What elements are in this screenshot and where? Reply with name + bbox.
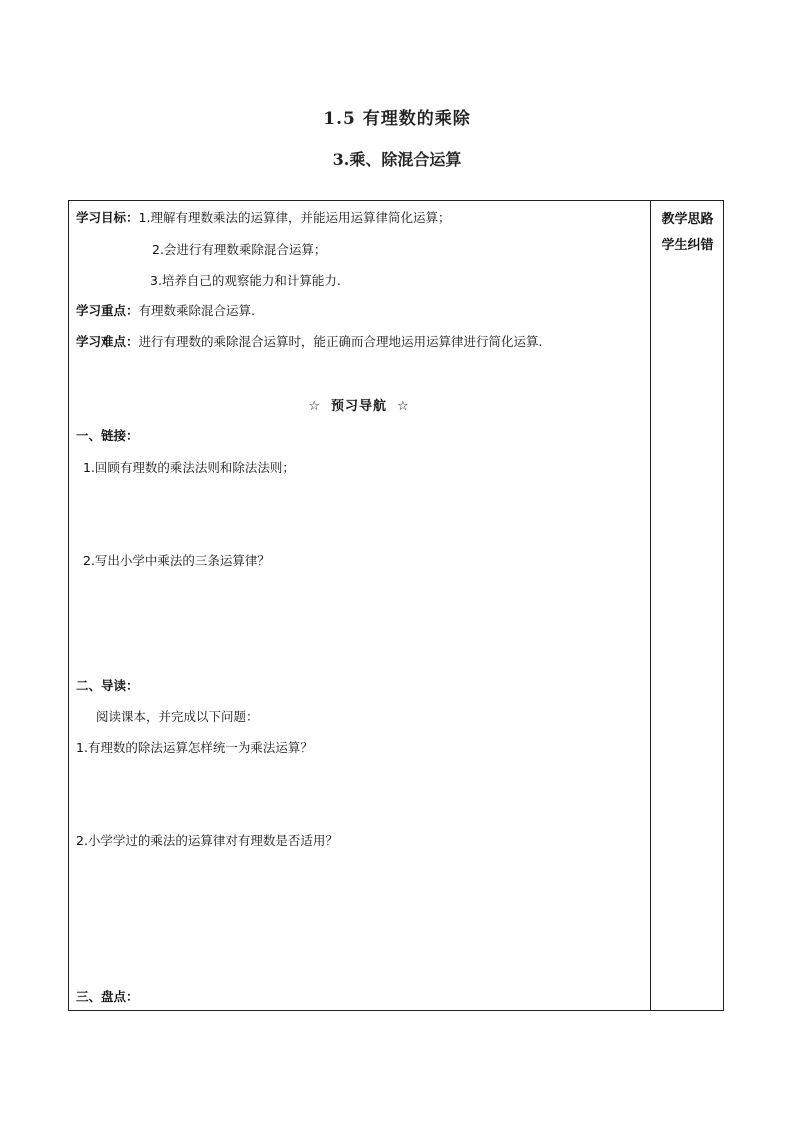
page-title: 1.5 有理数的乘除	[323, 109, 471, 129]
difficulty-text: 进行有理数的乘除混合运算时，能正确而合理地运用运算律进行简化运算.	[138, 334, 543, 349]
star-icon: ☆	[308, 399, 321, 414]
preview-heading	[68, 395, 650, 414]
preview-heading-text: 预习导航	[330, 399, 387, 414]
worksheet-table	[68, 200, 724, 1011]
side-label-teaching-ideas: 教学思路	[661, 212, 714, 227]
section-2-intro: 阅读课本，并完成以下问题：	[96, 709, 259, 724]
objective-item-1: 1.理解有理数乘法的运算律，并能运用运算律简化运算；	[138, 210, 451, 225]
objectives-row	[76, 210, 450, 226]
section-2-heading: 二、导读：	[76, 678, 139, 693]
section-3-heading: 三、盘点：	[76, 989, 139, 1004]
side-label-error-correction: 学生纠错	[661, 238, 714, 253]
key-point-text: 有理数乘除混合运算.	[138, 303, 255, 318]
section-1-heading: 一、链接：	[76, 428, 139, 443]
section-2-question-2: 2.小学学过的乘法的运算律对有理数是否适用？	[76, 833, 338, 848]
section-2-question-1: 1.有理数的除法运算怎样统一为乘法运算？	[76, 740, 313, 755]
difficulty-label: 学习难点：	[76, 334, 139, 349]
objective-item-2: 2.会进行有理数乘除混合运算；	[152, 242, 327, 257]
page-subtitle: 3.乘、除混合运算	[332, 150, 462, 169]
star-icon: ☆	[397, 399, 410, 414]
column-divider	[650, 200, 651, 1011]
section-1-question-1: 1.回顾有理数的乘法法则和除法法则；	[83, 460, 295, 475]
key-point-row	[76, 303, 255, 319]
key-point-label: 学习重点：	[76, 303, 139, 318]
section-1-question-2: 2.写出小学中乘法的三条运算律？	[83, 553, 270, 568]
objectives-label: 学习目标：	[76, 210, 139, 225]
objective-item-3: 3.培养自己的观察能力和计算能力.	[150, 273, 341, 288]
difficulty-row	[76, 334, 543, 350]
